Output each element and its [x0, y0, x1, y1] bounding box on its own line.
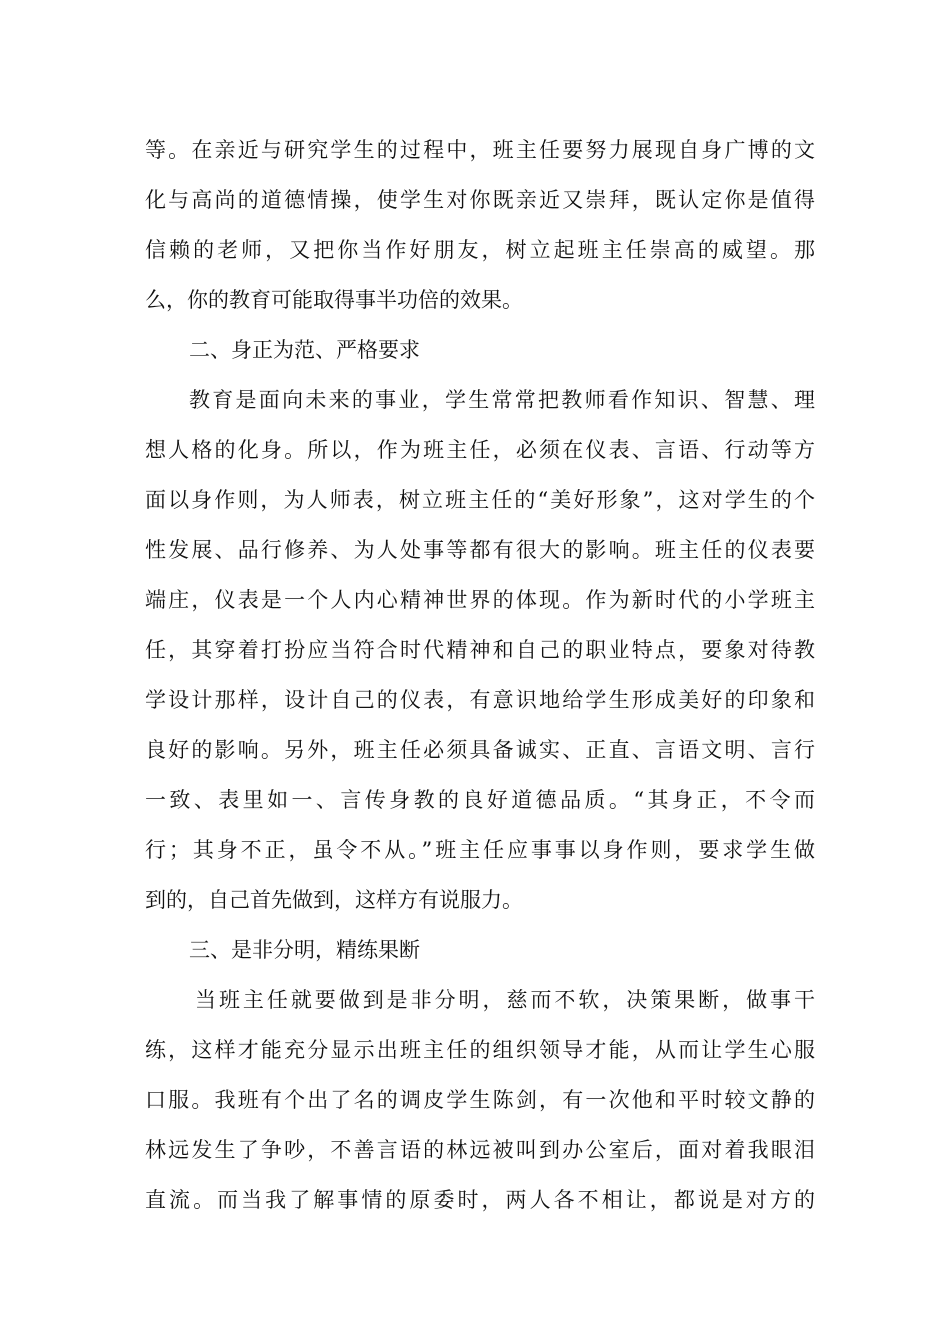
body-text — [145, 125, 815, 1225]
paragraph-line: 到的，自己首先做到，这样方有说服力。 — [145, 888, 523, 912]
paragraph-line: 想人格的化身。所以，作为班主任，必须在仪表、言语、行动等方 — [145, 438, 815, 462]
section-heading-2: 二、身正为范、严格要求 — [189, 338, 420, 362]
paragraph-line: 教育是面向未来的事业，学生常常把教师看作知识、智慧、理 — [189, 388, 815, 412]
paragraph-line: 么，你的教育可能取得事半功倍的效果。 — [145, 288, 523, 312]
paragraph-line: 面以身作则，为人师表，树立班主任的“美好形象”，这对学生的个 — [145, 488, 815, 512]
paragraph-line: 学设计那样，设计自己的仪表，有意识地给学生形成美好的印象和 — [145, 688, 815, 712]
paragraph-line: 端庄，仪表是一个人内心精神世界的体现。作为新时代的小学班主 — [145, 588, 815, 612]
paragraph-line: 性发展、品行修养、为人处事等都有很大的影响。班主任的仪表要 — [145, 538, 815, 562]
paragraph-line: 良好的影响。另外，班主任必须具备诚实、正直、言语文明、言行 — [145, 738, 815, 762]
section-heading-3: 三、是非分明，精练果断 — [189, 938, 420, 962]
paragraph-line: 任，其穿着打扮应当符合时代精神和自己的职业特点，要象对待教 — [145, 638, 815, 662]
paragraph-line: 一致、表里如一、言传身教的良好道德品质。“其身正，不令而 — [145, 788, 815, 812]
paragraph-line: 直流。而当我了解事情的原委时，两人各不相让，都说是对方的 — [145, 1188, 815, 1212]
paragraph-line: 当班主任就要做到是非分明，慈而不软，决策果断，做事干 — [195, 988, 815, 1012]
paragraph-line: 化与高尚的道德情操，使学生对你既亲近又崇拜，既认定你是值得 — [145, 188, 815, 212]
paragraph-line: 信赖的老师，又把你当作好朋友，树立起班主任崇高的威望。那 — [145, 238, 815, 262]
paragraph-line: 行；其身不正，虽令不从。”班主任应事事以身作则，要求学生做 — [145, 838, 815, 862]
paragraph-line: 等。在亲近与研究学生的过程中，班主任要努力展现自身广博的文 — [145, 138, 815, 162]
paragraph-line: 林远发生了争吵，不善言语的林远被叫到办公室后，面对着我眼泪 — [145, 1138, 815, 1162]
paragraph-line: 练，这样才能充分显示出班主任的组织领导才能，从而让学生心服 — [145, 1038, 815, 1062]
paragraph-line: 口服。我班有个出了名的调皮学生陈剑，有一次他和平时较文静的 — [145, 1088, 815, 1112]
